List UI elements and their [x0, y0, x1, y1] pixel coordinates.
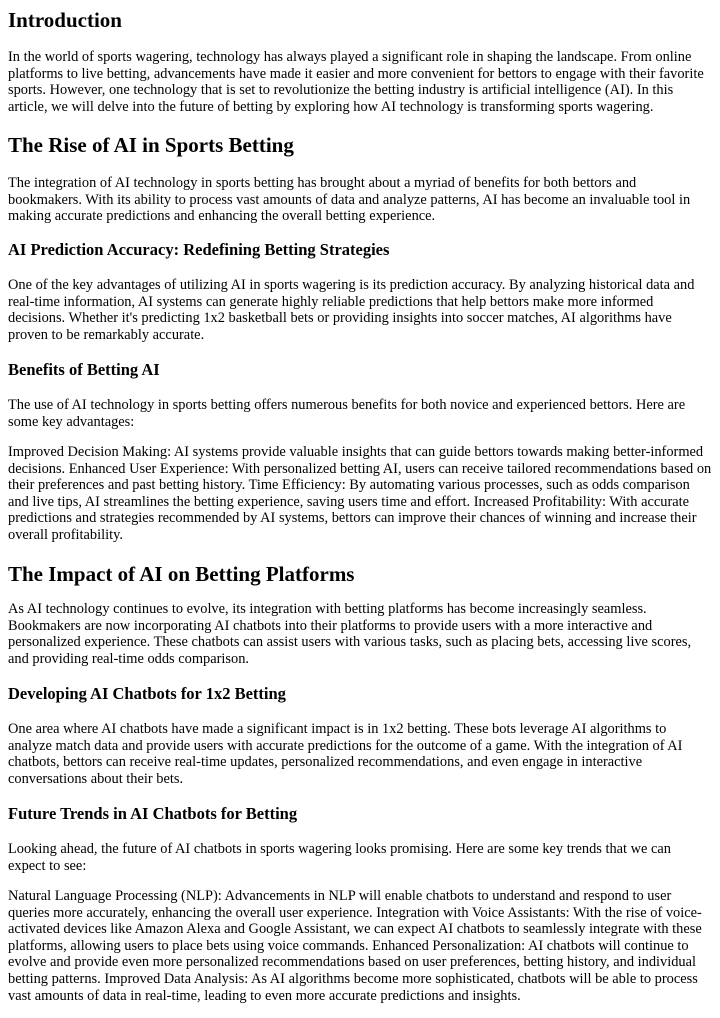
paragraph-developing-chatbots: One area where AI chatbots have made a significant impact is in 1x2 betting. These bots leverage AI algorithms to analyze match data and provide users with accurate predictions for the outcome of a game. With the integration of AI chatbots, bettors can receive real-time updates, personalized recommendations, and even engage in interactive conversations about their bets. [8, 721, 683, 787]
paragraph-rise-of-ai: The integration of AI technology in sports betting has brought about a myriad of benefits for both bettors and bookmakers. With its ability to process vast amounts of data and analyze patterns, AI has become an invaluable tool in making accurate predictions and enhancing the overall betting experience. [8, 175, 691, 225]
paragraph-future-trends-intro: Looking ahead, the future of AI chatbots in sports wagering looks promising. Here are some key trends that we can expect to see: [8, 841, 671, 874]
paragraph-introduction: In the world of sports wagering, technology has always played a significant role in shaping the landscape. From online platforms to live betting, advancements have made it easier and more convenient for bettors to engage with their favorite sports. However, one technology that is set to revolutionize the betting industry is artificial intelligence (AI). In this article, we will delve into the future of betting by exploring how AI technology is transforming sports wagering. [8, 49, 704, 115]
paragraph-benefits-list: Improved Decision Making: AI systems provide valuable insights that can guide bettors towards making better-informed decisions. Enhanced User Experience: With personalized betting AI, users can receive tailored recommendations based on their preferences and past betting history. Time Efficiency: By automating various processes, such as odds comparison and live tips, AI streamlines the betting experience, saving users time and effort. Increased Profitability: With accurate predictions and strategies recommended by AI systems, bettors can improve their chances of winning and increase their overall profitability. [8, 444, 712, 543]
heading-benefits: Benefits of Betting AI [8, 360, 160, 379]
heading-prediction-accuracy: AI Prediction Accuracy: Redefining Betting Strategies [8, 240, 390, 259]
heading-introduction: Introduction [8, 8, 122, 32]
paragraph-benefits-intro: The use of AI technology in sports betting offers numerous benefits for both novice and experienced bettors. Here are some key advantages: [8, 397, 686, 430]
heading-future-trends: Future Trends in AI Chatbots for Betting [8, 804, 298, 823]
heading-developing-chatbots: Developing AI Chatbots for 1x2 Betting [8, 684, 286, 703]
paragraph-future-trends-list: Natural Language Processing (NLP): Advancements in NLP will enable chatbots to understand and respond to user queries more accurately, enhancing the overall user experience. Integration with Voice Assistants: With the rise of voice-activated devices like Amazon Alexa and Google Assistant, we can expect AI chatbots to seamlessly integrate with these platforms, allowing users to place bets using voice commands. Enhanced Personalization: AI chatbots will continue to evolve and provide even more personalized recommendations based on user preferences, betting history, and individual betting patterns. Improved Data Analysis: As AI algorithms become more sophisticated, chatbots will be able to process vast amounts of data in real-time, leading to even more accurate predictions and insights. [8, 888, 702, 1004]
heading-impact-on-platforms: The Impact of AI on Betting Platforms [8, 562, 355, 586]
paragraph-prediction-accuracy: One of the key advantages of utilizing AI in sports wagering is its prediction accuracy. By analyzing historical data and real-time information, AI systems can generate highly reliable predictions that help bettors make more informed decisions. Whether it's predicting 1x2 basketball bets or providing insights into soccer matches, AI algorithms have proven to be remarkably accurate. [8, 277, 695, 343]
heading-rise-of-ai: The Rise of AI in Sports Betting [8, 133, 294, 157]
paragraph-impact-on-platforms: As AI technology continues to evolve, its integration with betting platforms has become increasingly seamless. Bookmakers are now incorporating AI chatbots into their platforms to provide users with a more interactive and personalized experience. These chatbots can assist users with various tasks, such as placing bets, accessing live scores, and providing real-time odds comparison. [8, 601, 692, 667]
